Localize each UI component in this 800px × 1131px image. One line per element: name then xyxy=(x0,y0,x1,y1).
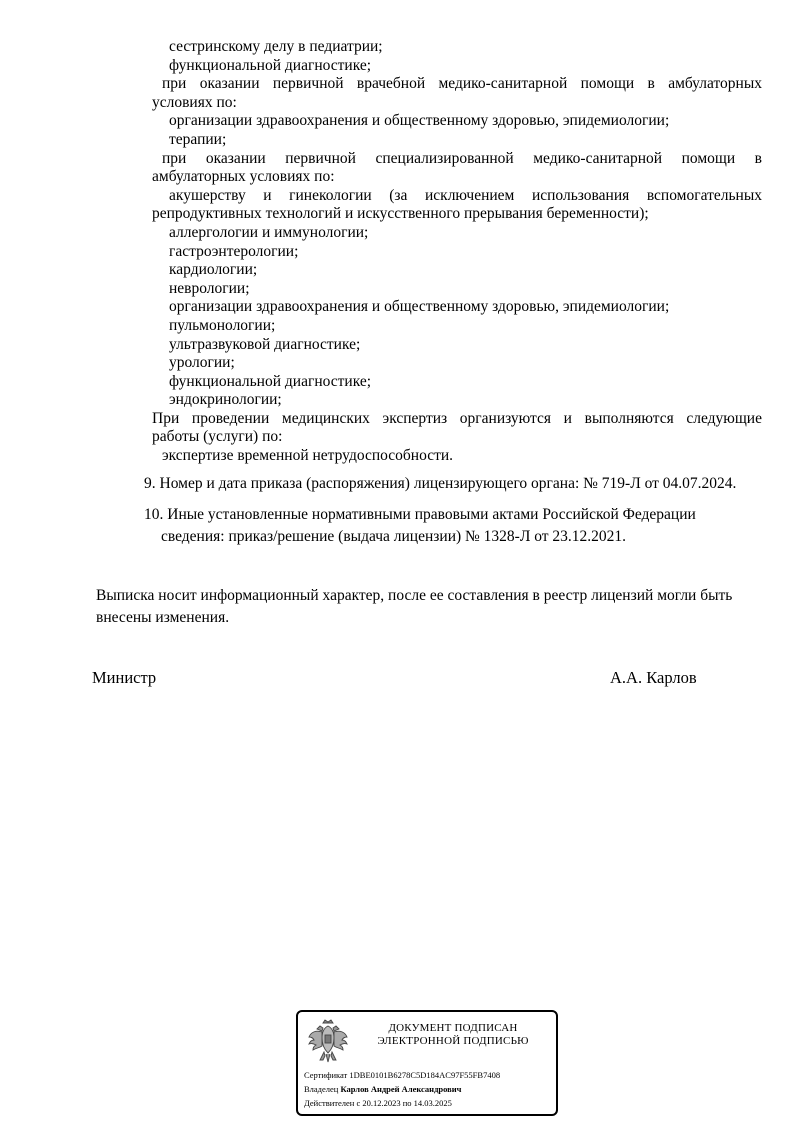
certificate-value: 1DBE0101B6278C5D184AC97F55FB7408 xyxy=(349,1070,501,1080)
list-item-cont: репродуктивных технологий и искусственного прерывания беременности); xyxy=(152,205,649,223)
section-heading: при оказании первичной специализированной медико-санитарной помощи в xyxy=(162,149,762,167)
list-item: пульмонологии; xyxy=(169,316,276,334)
electronic-signature-stamp xyxy=(296,1010,558,1116)
stamp-title-line1: ДОКУМЕНТ ПОДПИСАН xyxy=(388,1022,518,1034)
licence-services-list xyxy=(152,38,762,466)
stamp-owner xyxy=(304,1082,554,1096)
list-item: акушерству и гинекологии (за исключением использования вспомогательных xyxy=(169,186,762,204)
stamp-title-line2: ЭЛЕКТРОННОЙ ПОДПИСЬЮ xyxy=(377,1035,529,1047)
stamp-certificate xyxy=(304,1068,554,1082)
stamp-details xyxy=(304,1068,554,1110)
list-item: неврологии; xyxy=(169,279,250,297)
list-item: сестринскому делу в педиатрии; xyxy=(169,38,383,55)
list-item: экспертизе временной нетрудоспособности. xyxy=(162,447,454,465)
item-9-text: 9. Номер и дата приказа (распоряжения) лицензирующего органа: № 719-Л от 04.07.2024. xyxy=(144,475,737,492)
list-item: ультразвуковой диагностике; xyxy=(169,335,361,353)
item-10-line1: 10. Иные установленные нормативными правовыми актами Российской Федерации xyxy=(144,506,696,523)
section-heading-cont: работы (услуги) по: xyxy=(152,428,283,446)
list-item: аллергологии и иммунологии; xyxy=(169,223,369,241)
section-heading-cont: амбулаторных условиях по: xyxy=(152,168,335,186)
section-heading: При проведении медицинских экспертиз организуются и выполняются следующие xyxy=(152,409,762,427)
item-10-line2: сведения: приказ/решение (выдача лицензии) № 1328-Л от 23.12.2021. xyxy=(161,527,627,545)
list-item: организации здравоохранения и общественному здоровью, эпидемиологии; xyxy=(169,298,670,316)
list-item: терапии; xyxy=(169,130,227,148)
certificate-label: Сертификат xyxy=(304,1070,348,1080)
stamp-title xyxy=(358,1022,548,1048)
list-item: функциональной диагностике; xyxy=(169,372,372,390)
owner-value: Карлов Андрей Александрович xyxy=(340,1084,462,1094)
disclaimer-note: Выписка носит информационный характер, после ее составления в реестр лицензий могли быть внесены изменения. xyxy=(96,587,733,626)
item-10 xyxy=(144,506,764,546)
signatory-position: Министр xyxy=(92,668,157,687)
signatory-name: А.А. Карлов xyxy=(610,668,697,687)
section-heading: при оказании первичной врачебной медико-санитарной помощи в амбулаторных xyxy=(162,75,762,93)
list-item: урологии; xyxy=(169,354,235,372)
section-heading-cont: условиях по: xyxy=(152,93,237,111)
list-item: функциональной диагностике; xyxy=(169,56,372,74)
owner-label: Владелец xyxy=(304,1084,339,1094)
list-item: гастроэнтерологии; xyxy=(169,242,299,260)
item-9 xyxy=(144,475,764,494)
list-item: кардиологии; xyxy=(169,261,258,279)
stamp-validity: Действителен с 20.12.2023 по 14.03.2025 xyxy=(304,1098,452,1108)
list-item: эндокринологии; xyxy=(169,391,282,409)
list-item: организации здравоохранения и общественному здоровью, эпидемиологии; xyxy=(169,112,670,130)
russian-eagle-emblem-icon xyxy=(306,1018,350,1068)
